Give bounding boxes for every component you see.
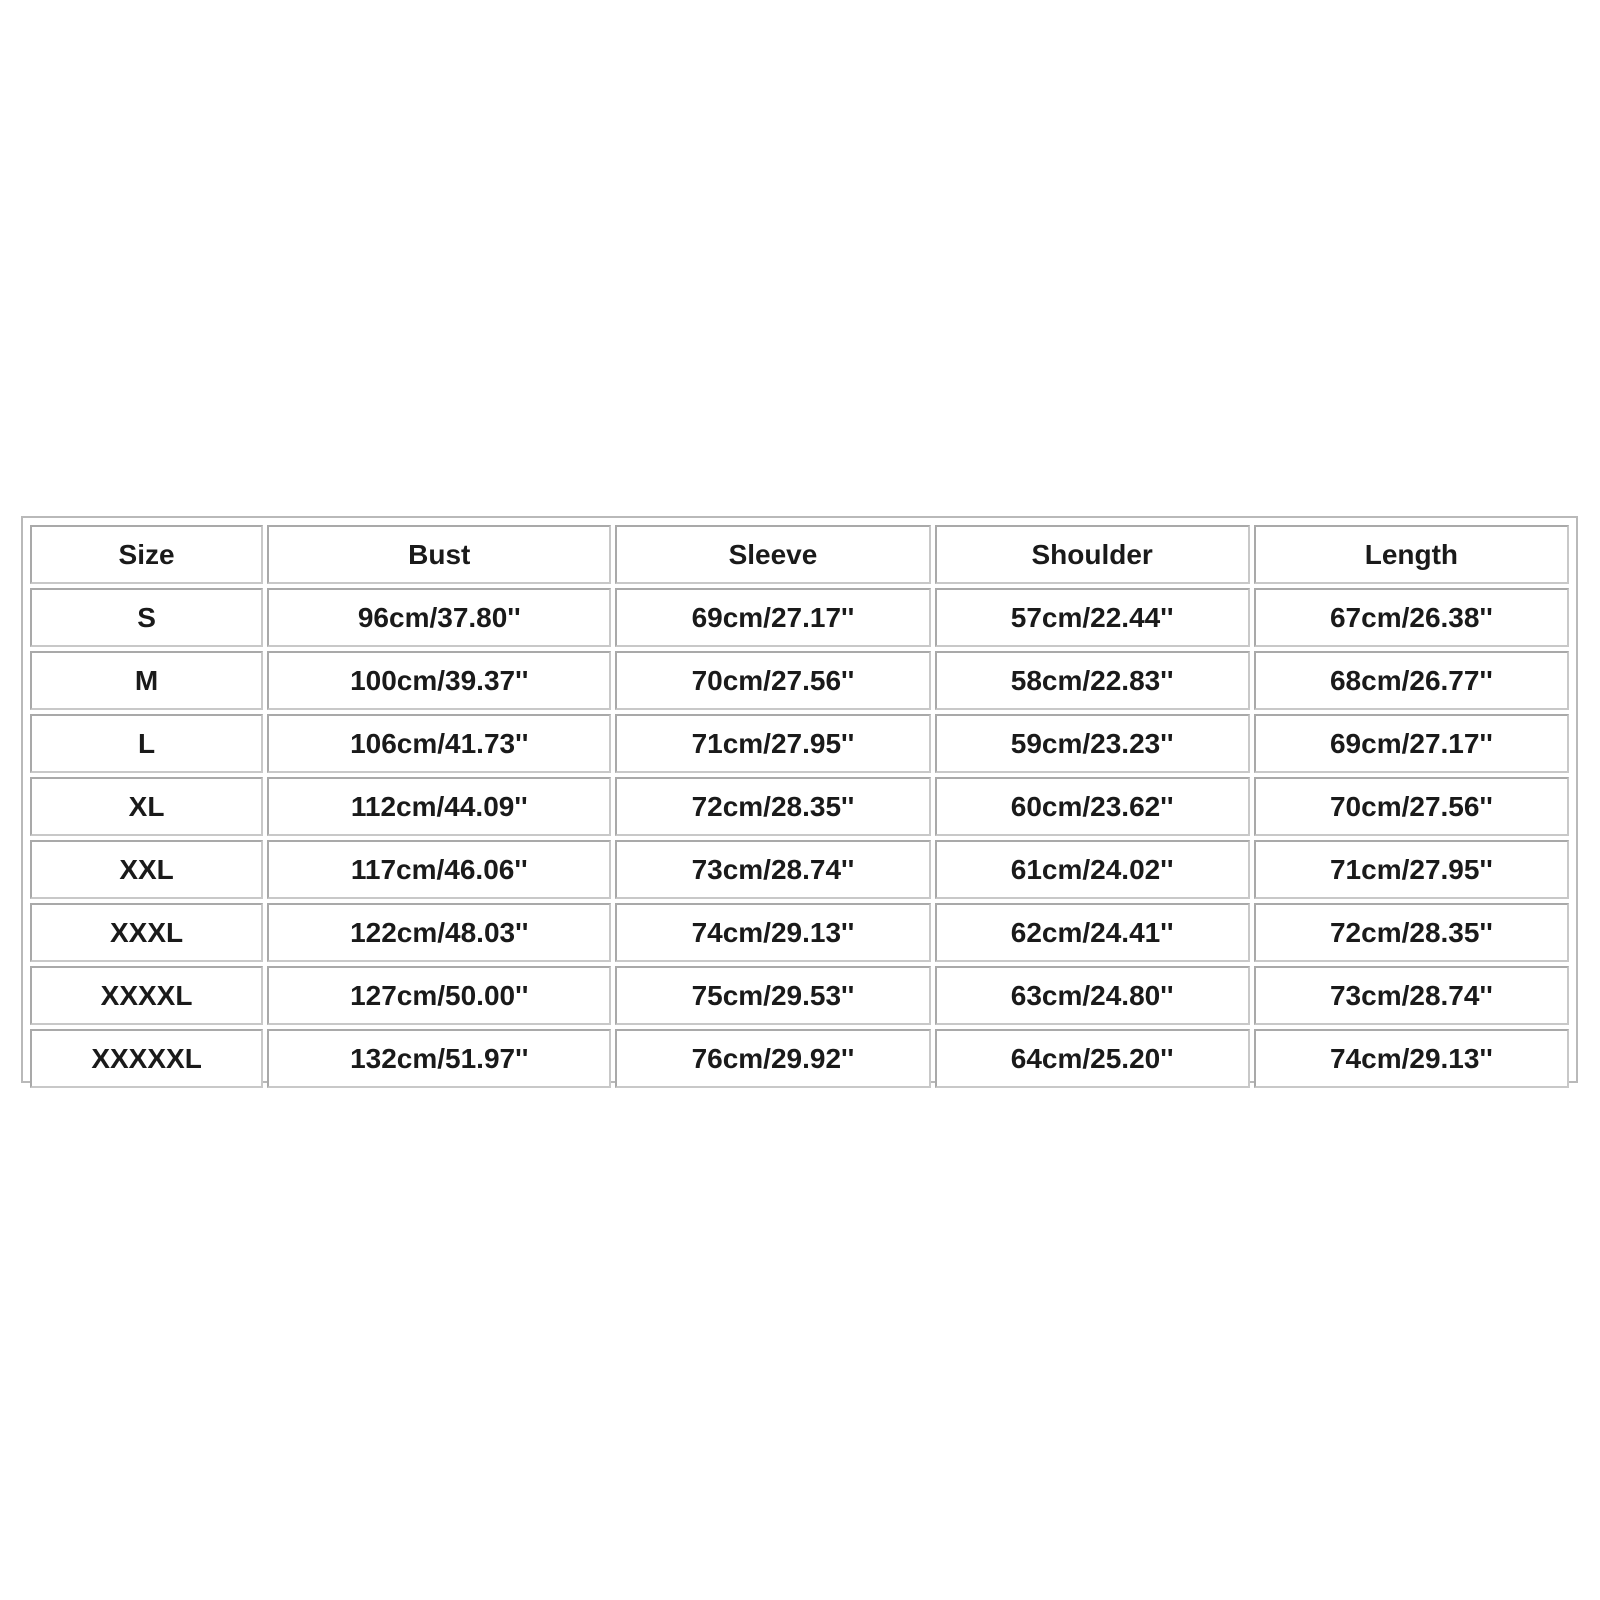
size-cell: XL [30,777,263,836]
bust-cell: 96cm/37.80'' [267,588,611,647]
size-cell: XXXXXL [30,1029,263,1088]
header-size: Size [30,525,263,584]
bust-cell: 122cm/48.03'' [267,903,611,962]
sleeve-cell: 69cm/27.17'' [615,588,930,647]
length-cell: 70cm/27.56'' [1254,777,1569,836]
shoulder-cell: 64cm/25.20'' [935,1029,1250,1088]
size-cell: L [30,714,263,773]
size-cell: XXL [30,840,263,899]
length-cell: 69cm/27.17'' [1254,714,1569,773]
table-row [30,714,1569,773]
table-row [30,966,1569,1025]
sleeve-cell: 74cm/29.13'' [615,903,930,962]
length-cell: 72cm/28.35'' [1254,903,1569,962]
sleeve-cell: 73cm/28.74'' [615,840,930,899]
length-cell: 74cm/29.13'' [1254,1029,1569,1088]
length-cell: 73cm/28.74'' [1254,966,1569,1025]
shoulder-cell: 58cm/22.83'' [935,651,1250,710]
sleeve-cell: 75cm/29.53'' [615,966,930,1025]
table-row [30,588,1569,647]
header-shoulder: Shoulder [935,525,1250,584]
table-row [30,651,1569,710]
bust-cell: 112cm/44.09'' [267,777,611,836]
size-cell: M [30,651,263,710]
table-row [30,777,1569,836]
bust-cell: 100cm/39.37'' [267,651,611,710]
size-cell: XXXXL [30,966,263,1025]
sleeve-cell: 76cm/29.92'' [615,1029,930,1088]
bust-cell: 132cm/51.97'' [267,1029,611,1088]
table-row [30,903,1569,962]
size-chart-table [26,521,1573,1092]
size-cell: S [30,588,263,647]
length-cell: 67cm/26.38'' [1254,588,1569,647]
table-row [30,1029,1569,1088]
size-cell: XXXL [30,903,263,962]
table-row [30,840,1569,899]
header-bust: Bust [267,525,611,584]
size-chart-frame [21,516,1578,1083]
length-cell: 68cm/26.77'' [1254,651,1569,710]
shoulder-cell: 60cm/23.62'' [935,777,1250,836]
length-cell: 71cm/27.95'' [1254,840,1569,899]
shoulder-cell: 63cm/24.80'' [935,966,1250,1025]
shoulder-cell: 61cm/24.02'' [935,840,1250,899]
shoulder-cell: 57cm/22.44'' [935,588,1250,647]
header-sleeve: Sleeve [615,525,930,584]
sleeve-cell: 70cm/27.56'' [615,651,930,710]
sleeve-cell: 71cm/27.95'' [615,714,930,773]
shoulder-cell: 62cm/24.41'' [935,903,1250,962]
shoulder-cell: 59cm/23.23'' [935,714,1250,773]
header-length: Length [1254,525,1569,584]
header-row [30,525,1569,584]
bust-cell: 106cm/41.73'' [267,714,611,773]
bust-cell: 127cm/50.00'' [267,966,611,1025]
sleeve-cell: 72cm/28.35'' [615,777,930,836]
bust-cell: 117cm/46.06'' [267,840,611,899]
